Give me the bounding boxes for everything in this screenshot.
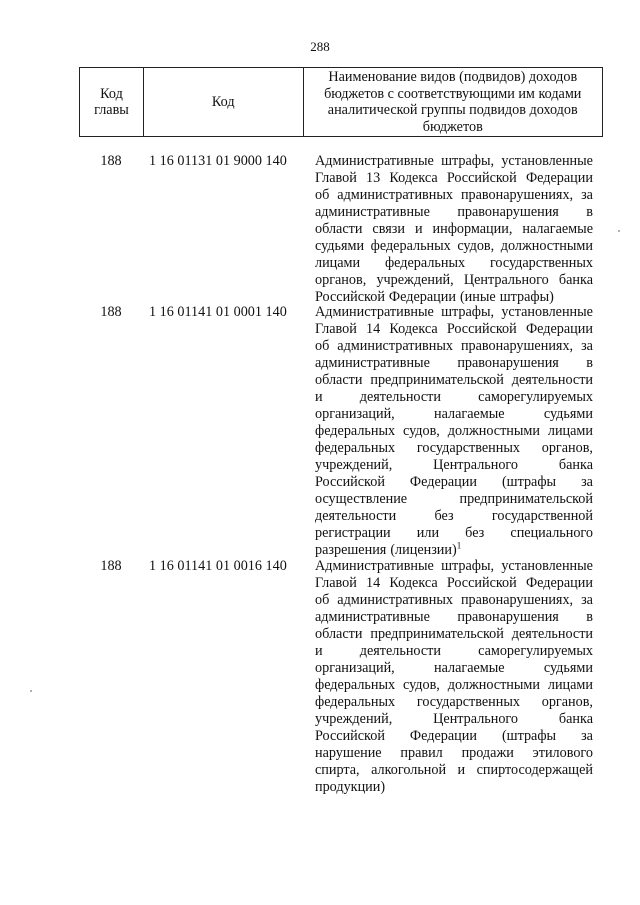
table-header xyxy=(79,67,603,137)
chapter-code: 188 xyxy=(100,558,122,574)
description-line: административные правонарушения в xyxy=(315,609,593,625)
description-line: административные правонарушения в xyxy=(315,204,593,220)
income-code: 1 16 01141 01 0016 140 xyxy=(149,558,287,574)
description-line: федеральных судов, должностными лицами xyxy=(315,677,593,693)
description-line: деятельности без государственной xyxy=(315,508,593,524)
description-line: административные правонарушения в xyxy=(315,355,593,371)
income-description xyxy=(315,304,593,558)
table-row xyxy=(79,558,603,796)
description-line: об административных правонарушениях, за xyxy=(315,592,593,608)
header-code: Код xyxy=(143,68,303,137)
description-line: лицами федеральных государственных xyxy=(315,255,593,271)
description-line: области предпринимательской деятельности xyxy=(315,626,593,642)
chapter-code: 188 xyxy=(100,304,122,320)
description-line: Российской Федерации (штрафы за xyxy=(315,474,593,490)
description-line: и деятельности саморегулируемых xyxy=(315,643,593,659)
description-line: Административные штрафы, установленные xyxy=(315,153,593,169)
scan-speck xyxy=(618,230,620,232)
description-line: осуществление предпринимательской xyxy=(315,491,593,507)
description-line: организаций, налагаемые судьями xyxy=(315,406,593,422)
income-description xyxy=(315,558,593,796)
table-row xyxy=(79,304,603,558)
description-line: Главой 14 Кодекса Российской Федерации xyxy=(315,575,593,591)
page-number: 288 xyxy=(310,39,330,54)
description-line: Российской Федерации (иные штрафы) xyxy=(315,289,554,305)
description-line: Российской Федерации (штрафы за xyxy=(315,728,593,744)
description-line: области связи и информации, налагаемые xyxy=(315,221,593,237)
description-line: федеральных судов, должностными лицами xyxy=(315,423,593,439)
table-body xyxy=(79,153,603,796)
description-line: об административных правонарушениях, за xyxy=(315,187,593,203)
description-line: разрешения (лицензии)$^1$ xyxy=(315,540,462,558)
chapter-code: 188 xyxy=(100,153,122,169)
description-line: учреждений, Центрального банка xyxy=(315,711,593,727)
description-line: учреждений, Центрального банка xyxy=(315,457,593,473)
description-line: об административных правонарушениях, за xyxy=(315,338,593,354)
description-line: Главой 14 Кодекса Российской Федерации xyxy=(315,321,593,337)
footnote-marker: 1 xyxy=(456,540,462,551)
description-line: регистрации или без специального xyxy=(315,525,593,541)
description-line: федеральных государственных органов, xyxy=(315,694,593,710)
header-name: Наименование видов (подвидов) доходов бюджетов с соответствующими им кодами аналитической группы подвидов доходов бюджетов xyxy=(303,68,602,137)
income-code: 1 16 01141 01 0001 140 xyxy=(149,304,287,320)
income-description xyxy=(315,153,593,304)
description-line: судьями федеральных судов, должностными xyxy=(315,238,593,254)
description-line: органов, учреждений, Центрального банка xyxy=(315,272,593,288)
description-line: Административные штрафы, установленные xyxy=(315,558,593,574)
table-row xyxy=(79,153,603,304)
description-line: Административные штрафы, установленные xyxy=(315,304,593,320)
description-line: спирта, алкогольной и спиртосодержащей xyxy=(315,762,593,778)
description-line: области предпринимательской деятельности xyxy=(315,372,593,388)
description-line: продукции) xyxy=(315,779,386,795)
description-line: и деятельности саморегулируемых xyxy=(315,389,593,405)
description-line: федеральных государственных органов, xyxy=(315,440,593,456)
description-line: организаций, налагаемые судьями xyxy=(315,660,593,676)
description-line: Главой 13 Кодекса Российской Федерации xyxy=(315,170,593,186)
header-chapter-code: Код главы xyxy=(80,68,144,137)
scan-speck xyxy=(30,690,32,692)
description-line: нарушение правил продажи этилового xyxy=(315,745,593,761)
income-code: 1 16 01131 01 9000 140 xyxy=(149,153,287,169)
